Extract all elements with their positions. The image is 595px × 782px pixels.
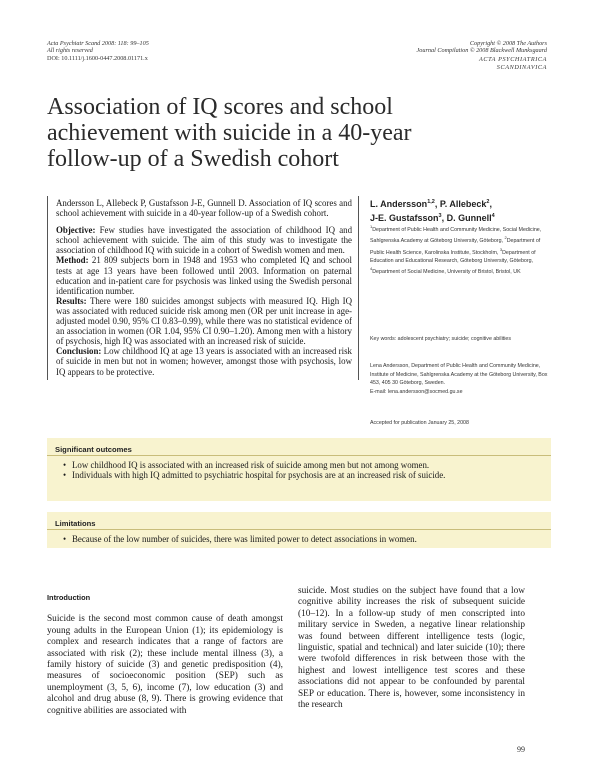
- keywords: Key words: adolescent psychiatry; suicide; cognitive abilities: [370, 336, 512, 342]
- results-label: Results:: [56, 295, 87, 306]
- affiliations: $^1$Department of Public Health and Community Medicine, Social Medicine, Sahlgrenska Academy at Göteborg University, Göteborg, $^2$Department of Public Health Science, Karolinska Institute, Stockholm, $^3$Department of Education and Educational Research, Göteborg University, Göteborg, $^4$Department of Social Medicine, University of Bristol, Bristol, UK: [370, 224, 542, 276]
- author-name: J-E. Gustafsson: [370, 213, 439, 223]
- limitations-list: [47, 534, 551, 550]
- body-column-left: [47, 586, 283, 717]
- correspondence-address: Lena Andersson, Department of Public Health and Community Medicine, Institute of Medicine, Sahlgrenska Academy at the Göteborg University, Box 453, 405 30 Göteborg, Sweden.: [370, 363, 548, 386]
- objective-text: Few studies have investigated the association of childhood IQ and school achievement with suicide. The aim of this study was to investigate the association of childhood IQ with suicide in a cohort of Swedish women and men.: [56, 225, 353, 256]
- citation-line: Acta Psychiatr Scand 2008: 118: 99–105: [47, 40, 149, 47]
- affiliation-text: Department of Social Medicine, University of Bristol, Bristol, UK: [372, 269, 521, 276]
- paper-title: Association of IQ scores and school achievement with suicide in a 40-year follow-up of a Swedish cohort: [47, 94, 412, 172]
- correspondence-email[interactable]: E-mail: lena.andersson@socmed.gu.se: [370, 388, 463, 395]
- results-text: There were 180 suicides amongst subjects with measured IQ. High IQ was associated with reduced suicide risk among men (OR per unit increase in age-adjusted model 0.90, 95% CI 0.83–0.99), while there was no statistical evidence of an association in women (OR 1.04, 95% CI 0.90–1.20). Among men with a history of psychosis, high IQ was associated with an increased risk of suicide.: [56, 295, 352, 347]
- doi-line: DOI: 10.1111/j.1600-0447.2008.01171.x: [47, 54, 148, 62]
- list-item: • Individuals with high IQ admitted to psychiatric hospital for psychosis are at an increased risk of suicide.: [63, 470, 446, 481]
- compilation-line: Journal Compilation © 2008 Blackwell Munksgaard: [416, 47, 547, 55]
- body-paragraph: Suicide is the second most common cause of death amongst young adults in the European Union (1); its epidemiology is complex and research indicates that a range of factors are associated with risk (2); these include mental illness (3), a family history of suicide (3) and genetic predisposition (4), measures of socioeconomic position (SEP) such as unemployment (3, 5, 6), income (7), low education (3) and alcohol and drug abuse (8, 9). There is growing evidence that cognitive abilities are associated with: [47, 614, 283, 716]
- abstract-results: [56, 296, 352, 346]
- objective-label: Objective:: [56, 225, 96, 236]
- running-header-right: [287, 40, 547, 72]
- section-heading: Introduction: [47, 593, 91, 602]
- correspondence: [370, 362, 556, 396]
- author-list: L. Andersson$^{1,2}$, P. Allebeck$^2$, J-E. Gustafsson$^3$, D. Gunnell$^4$: [370, 199, 495, 223]
- author-name: D. Gunnell: [446, 213, 492, 223]
- limitations-box: [47, 512, 551, 548]
- affiliation-text: Department of Public Health and Community Medicine, Social Medicine, Sahlgrenska Academy at Göteborg University, Göteborg,: [370, 226, 542, 245]
- abstract: [47, 196, 359, 380]
- author-name: P. Allebeck: [439, 199, 487, 209]
- affiliation-text: Department of Public Health Science, Karolinska Institute, Stockholm,: [370, 238, 541, 256]
- copyright-line: Copyright © 2008 The Authors: [469, 40, 547, 47]
- running-header-left: [47, 40, 307, 62]
- author-affil-mark: 4: [491, 213, 495, 219]
- box-divider: [47, 529, 551, 530]
- abstract-objective: [56, 225, 352, 255]
- body-paragraph: suicide. Most studies on the subject have found that a low cognitive ability increases the risk of subsequent suicide (10–12). In a follow-up study of men conscripted into military service in Sweden, a negative linear relationship was found between different intelligence tests (logic, linguistic, spatial and technical) and later suicide (10); there were twofold differences in risk between those with the highest and lowest intelligence test scores and these associations did not appear to be confounded by parental SEP or education. There is, however, some inconsistency in the research: [298, 586, 525, 711]
- abstract-conclusion: [56, 346, 352, 376]
- conclusion-label: Conclusion:: [56, 346, 102, 357]
- box-divider: [47, 455, 551, 456]
- author-affil-mark: 1,2: [427, 199, 435, 205]
- significant-outcomes-box: [47, 438, 551, 501]
- abstract-method: [56, 255, 352, 295]
- limitations-title: Limitations: [55, 519, 96, 528]
- list-item: • Because of the low number of suicides, there was limited power to detect associations in women.: [63, 534, 417, 544]
- body-column-right: [298, 586, 525, 711]
- method-text: 21 809 subjects born in 1948 and 1953 who completed IQ and school tests at age 13 years have been followed until 2003. Information on paternal education and in-patient care for psychosis was linked using the Swedish personal identification number.: [56, 255, 352, 296]
- author-name: L. Andersson: [370, 199, 428, 209]
- conclusion-text: Low childhood IQ at age 13 years is associated with an increased risk of suicide in men but not in women; however, amongst those with psychosis, low IQ appears to be protective.: [56, 346, 352, 377]
- bullet-icon: •: [63, 460, 67, 470]
- list-item: • Low childhood IQ is associated with an increased risk of suicide among men but not among women.: [63, 460, 430, 470]
- rights-line: All rights reserved: [47, 47, 93, 55]
- affiliation-text: Department of Education and Educational Research, Göteborg University, Göteborg,: [370, 249, 536, 264]
- journal-name-line2: SCANDINAVICA: [496, 64, 547, 72]
- bullet-icon: •: [63, 470, 67, 481]
- author-affil-mark: 3: [438, 213, 442, 219]
- bullet-icon: •: [63, 534, 67, 544]
- journal-name-line1: ACTA PSYCHIATRICA: [478, 55, 547, 63]
- method-label: Method:: [56, 255, 89, 266]
- author-affil-mark: 2: [486, 199, 490, 205]
- accepted-date: Accepted for publication January 25, 2008: [370, 420, 469, 426]
- abstract-citation: Andersson L, Allebeck P, Gustafsson J-E, Gunnell D. Association of IQ scores and school achievement with suicide in a 40-year follow-up of a Swedish cohort.: [56, 198, 352, 219]
- page-number: 99: [517, 745, 525, 754]
- significant-outcomes-list: [47, 460, 551, 487]
- significant-outcomes-title: Significant outcomes: [55, 445, 132, 454]
